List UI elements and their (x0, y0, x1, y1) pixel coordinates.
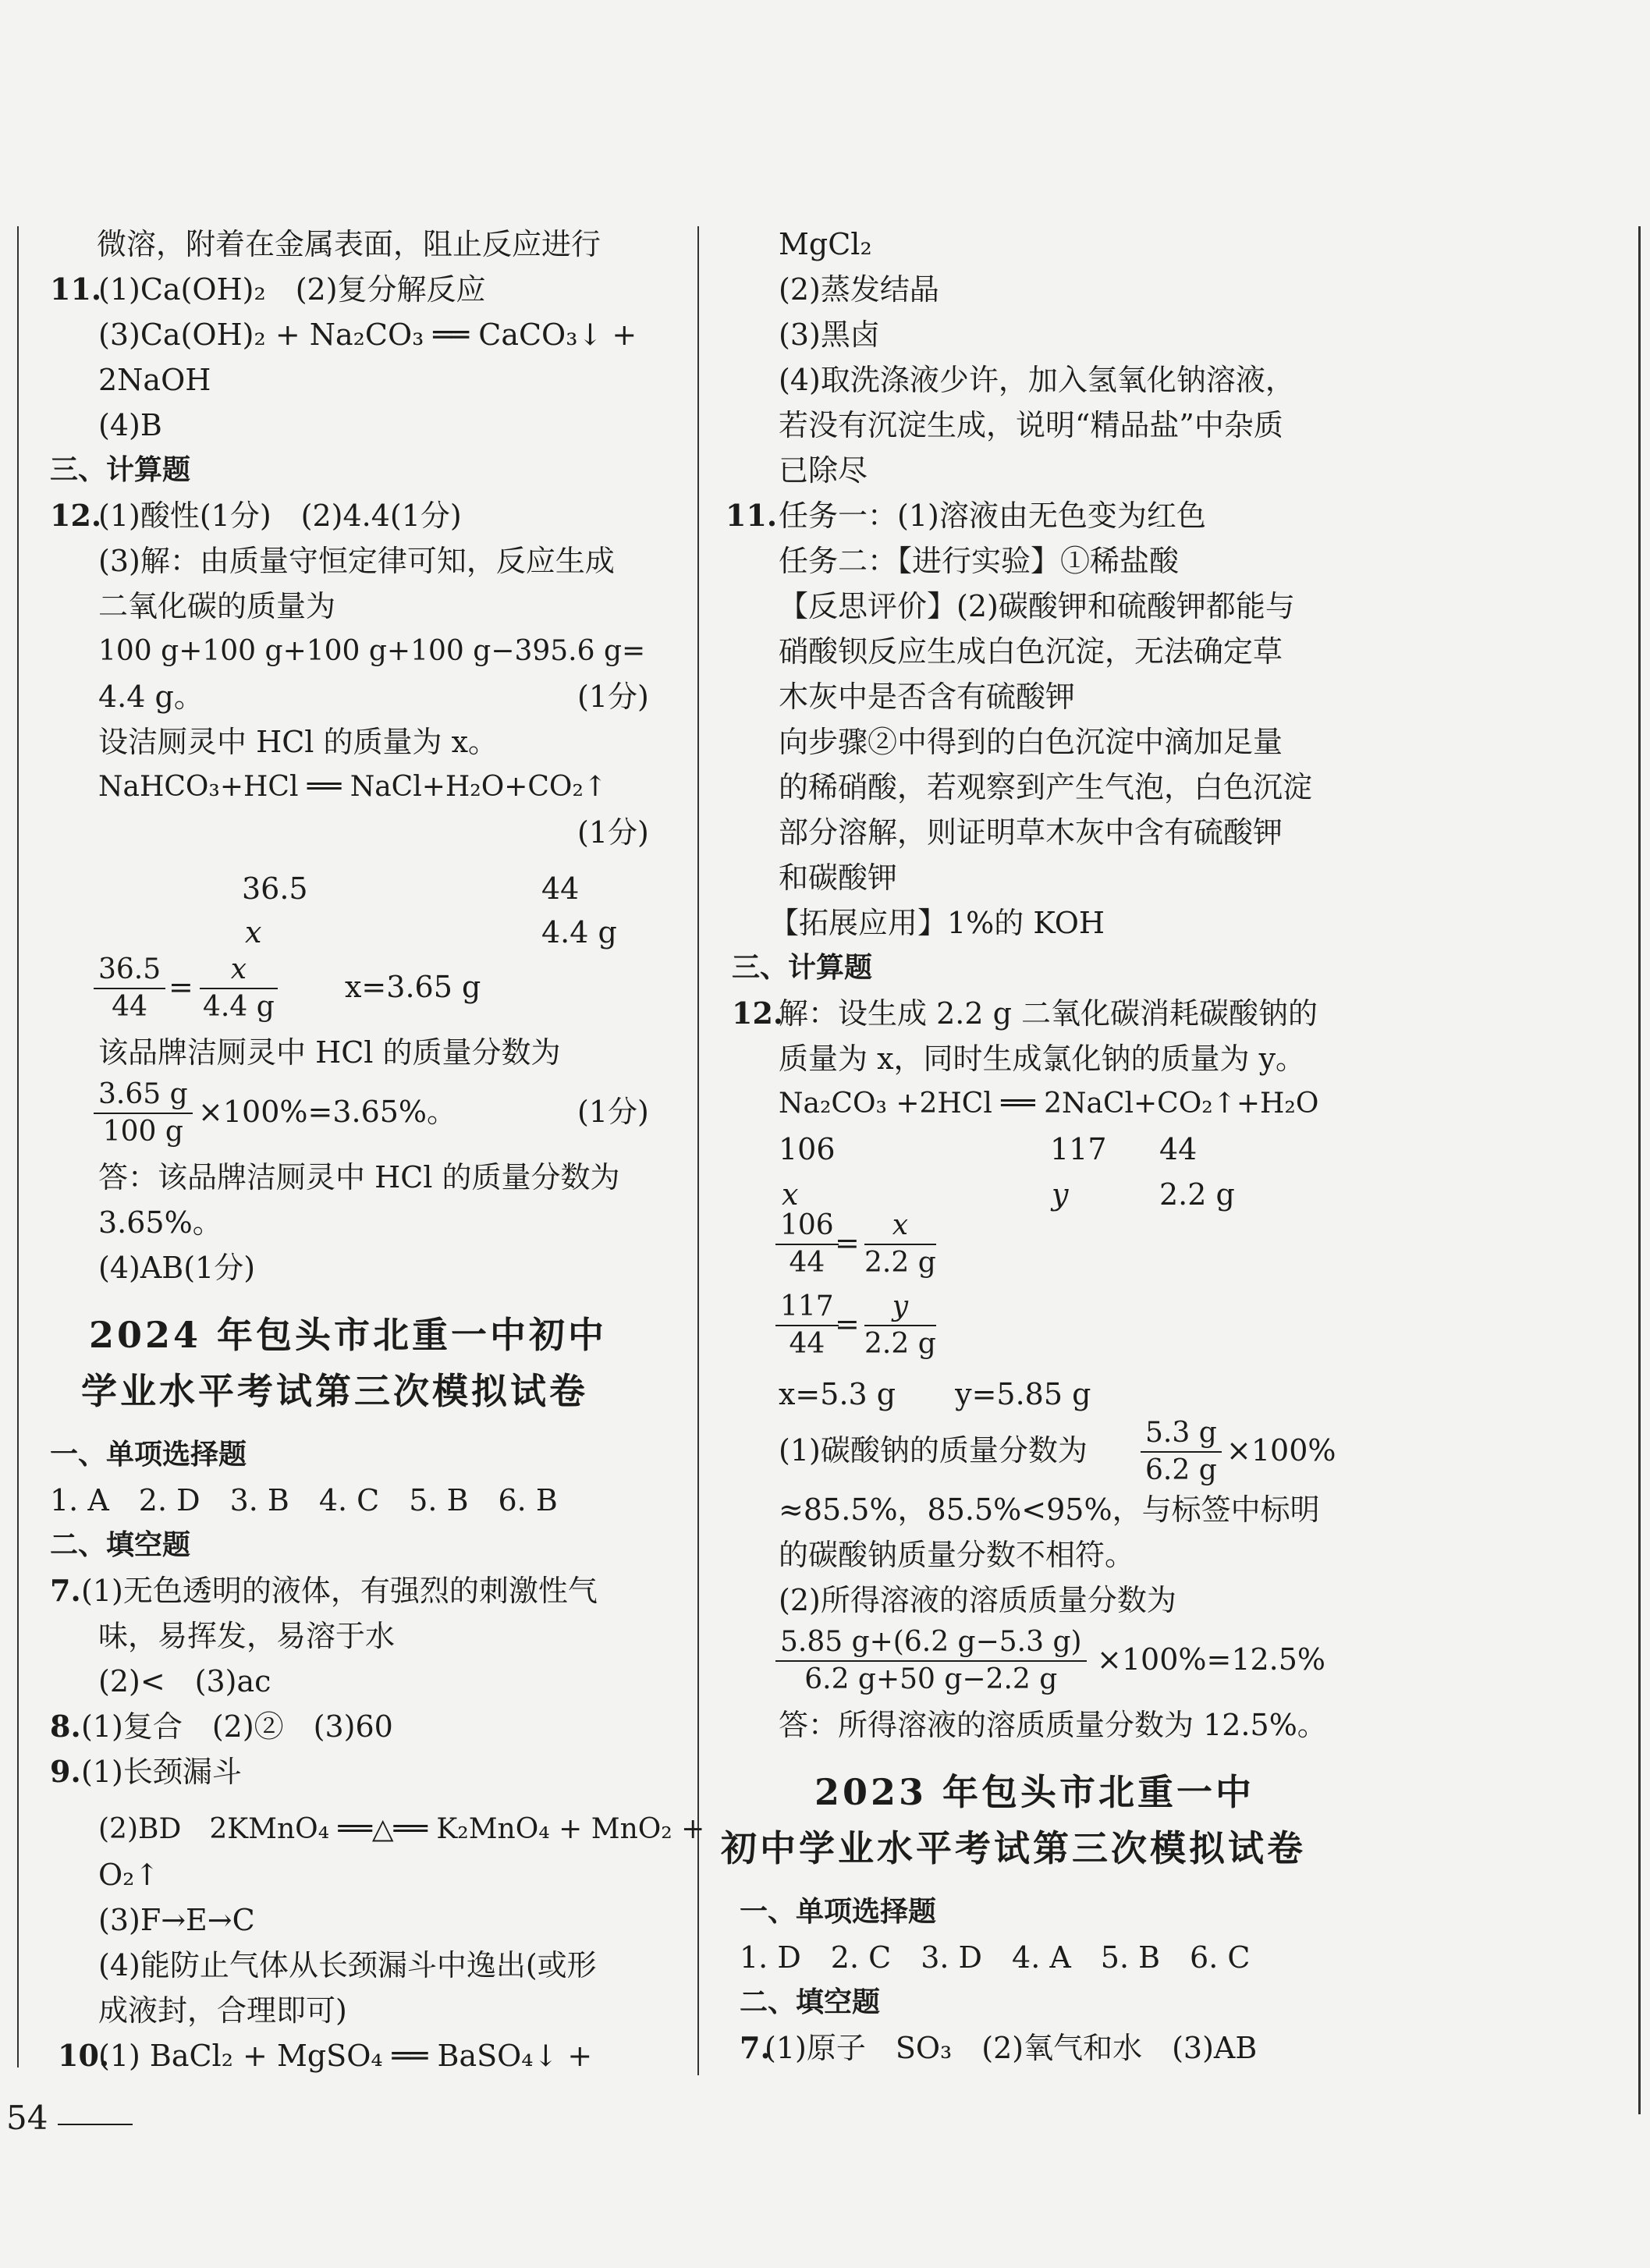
answer-line: 硝酸钡反应生成白色沉淀，无法确定草 (779, 634, 1283, 669)
section-title: 学业水平考试第三次模拟试卷 (81, 1370, 588, 1412)
fraction (198, 952, 279, 1025)
question-number: 12. (732, 996, 784, 1031)
text-line: 微溶，附着在金属表面，阻止反应进行 (97, 227, 601, 261)
answer-line: (3)F→E→C (98, 1903, 255, 1937)
equals-sign: = (835, 1226, 860, 1260)
equation-line: O₂↑ (98, 1858, 160, 1892)
page-number-rule (58, 2124, 133, 2125)
answer-line: (2)< (3)ac (98, 1664, 271, 1698)
ratio-value: 36.5 (242, 871, 308, 906)
answer-line: (2)所得溶液的溶质质量分数为 (779, 1583, 1176, 1617)
choice-answers: 1. D 2. C 3. D 4. A 5. B 6. C (740, 1940, 1251, 1975)
answer-line: (4)AB(1分) (98, 1251, 256, 1285)
section-title: 2023 年包头市北重一中 (814, 1771, 1255, 1813)
numerator: y (864, 1289, 936, 1326)
ratio-value: 44 (541, 871, 580, 906)
answer-line: 设洁厕灵中 HCl 的质量为 x。 (98, 725, 499, 759)
equation-line: Na₂CO₃ +2HCl ══ 2NaCl+CO₂↑+H₂O (779, 1088, 1319, 1120)
denominator: 6.2 g+50 g−2.2 g (804, 1663, 1058, 1695)
answer-line: (4)取洗涤液少许，加入氢氧化钠溶液， (779, 363, 1295, 397)
ratio-value: x (245, 915, 262, 949)
answer-line: 若没有沉淀生成，说明“精品盐”中杂质 (779, 408, 1283, 442)
section-heading: 三、计算题 (732, 952, 873, 984)
answer-line: (1)长颈漏斗 (81, 1755, 242, 1789)
section-heading: 三、计算题 (50, 454, 191, 486)
equation-line: 2NaOH (98, 363, 211, 397)
denominator: 44 (112, 991, 147, 1023)
answer-line: 解：设生成 2.2 g 二氧化碳消耗碳酸钠的 (779, 996, 1318, 1031)
answer-line: 质量为 x，同时生成氯化钠的质量为 y。 (779, 1042, 1306, 1076)
section-title: 2024 年包头市北重一中初中 (89, 1314, 608, 1356)
answer-line: 任务二：【进行实验】①稀盐酸 (779, 544, 1180, 578)
section-title: 初中学业水平考试第三次模拟试卷 (721, 1827, 1306, 1869)
ratio-value: 106 (779, 1132, 836, 1166)
answer-line: (1)原子 SO₃ (2)氧气和水 (3)AB (765, 2031, 1258, 2065)
answer-line: 答：该品牌洁厕灵中 HCl 的质量分数为 (98, 1160, 620, 1194)
numerator: x (200, 952, 278, 989)
answer-line: (4)能防止气体从长颈漏斗中逸出(或形 (98, 1948, 597, 1982)
numerator: 106 (775, 1208, 839, 1245)
ratio-value: 117 (1050, 1132, 1107, 1166)
text-line: MgCl₂ (779, 227, 872, 261)
ratio-value: y (1052, 1177, 1069, 1212)
answer-line: 二氧化碳的质量为 (98, 589, 336, 623)
score-note: (1分) (577, 815, 649, 850)
column-divider-left (17, 226, 19, 2067)
section-heading: 二、填空题 (50, 1529, 191, 1561)
numerator: 3.65 g (94, 1077, 193, 1114)
question-number: 12. (50, 498, 102, 533)
column-divider-right (1638, 226, 1641, 2114)
question-number: 10. (58, 2038, 110, 2073)
answer-line: 和碳酸钾 (779, 861, 898, 895)
question-number: 7. (50, 1573, 81, 1608)
answer-line: (1)碳酸钠的质量分数为 (779, 1433, 1088, 1468)
answer-line: 【反思评价】(2)碳酸钾和硫酸钾都能与 (779, 589, 1295, 623)
column-divider-middle (697, 226, 699, 2075)
answer-line: 【拓展应用】1%的 KOH (769, 906, 1105, 940)
question-number: 11. (726, 498, 778, 533)
answer-line: 木灰中是否含有硫酸钾 (779, 680, 1076, 714)
ratio-value: 44 (1159, 1132, 1198, 1166)
result: x=3.65 g (345, 970, 481, 1004)
equation-line: (1) BaCl₂ + MgSO₄ ══ BaSO₄↓ + (98, 2039, 593, 2073)
fraction (860, 1208, 941, 1281)
equation-line: (3)Ca(OH)₂ + Na₂CO₃ ══ CaCO₃↓ + (98, 318, 637, 352)
answer-line: (1)酸性(1分) (2)4.4(1分) (98, 499, 462, 533)
calc-line: ×100%=12.5% (1097, 1642, 1326, 1677)
fraction (860, 1289, 941, 1362)
answer-line: 任务一：(1)溶液由无色变为红色 (779, 499, 1206, 533)
denominator: 100 g (102, 1116, 183, 1148)
calc-line: ×100%=3.65%。 (198, 1095, 457, 1129)
answer-line: 的稀硝酸，若观察到产生气泡，白色沉淀 (779, 770, 1313, 804)
calc-line: 4.4 g。 (98, 680, 204, 714)
calc-line: ×100% (1226, 1433, 1336, 1468)
answer-line: ≈85.5%，85.5%<95%，与标签中标明 (779, 1492, 1320, 1527)
denominator: 2.2 g (864, 1247, 936, 1279)
fraction (775, 1208, 839, 1281)
result: x=5.3 g y=5.85 g (779, 1377, 1091, 1411)
answer-line: 该品牌洁厕灵中 HCl 的质量分数为 (98, 1035, 561, 1070)
calc-line: 100 g+100 g+100 g+100 g−395.6 g= (98, 635, 646, 667)
question-number: 9. (50, 1754, 81, 1789)
choice-answers: 1. A 2. D 3. B 4. C 5. B 6. B (50, 1483, 558, 1517)
section-heading: 一、单项选择题 (50, 1439, 247, 1471)
question-number: 7. (740, 2030, 771, 2065)
answer-line: (3)解：由质量守恒定律可知，反应生成 (98, 544, 615, 578)
numerator: 5.85 g+(6.2 g−5.3 g) (775, 1624, 1087, 1662)
answer-line: 成液封，合理即可) (98, 1993, 347, 2028)
denominator: 44 (789, 1247, 825, 1279)
ratio-value: 2.2 g (1159, 1177, 1235, 1212)
section-heading: 一、单项选择题 (740, 1896, 937, 1928)
score-note: (1分) (577, 1095, 649, 1129)
section-heading: 二、填空题 (740, 1986, 881, 2018)
fraction (1141, 1415, 1222, 1489)
denominator: 2.2 g (864, 1328, 936, 1360)
fraction (775, 1624, 1087, 1698)
answer-line: 向步骤②中得到的白色沉淀中滴加足量 (779, 725, 1283, 759)
answer-line: 3.65%。 (98, 1205, 222, 1240)
numerator: x (864, 1208, 936, 1245)
denominator: 4.4 g (203, 991, 275, 1023)
fraction (94, 1077, 193, 1150)
question-number: 8. (50, 1709, 81, 1744)
equation-line: NaHCO₃+HCl ══ NaCl+H₂O+CO₂↑ (98, 771, 608, 803)
answer-line: 的碳酸钠质量分数不相符。 (779, 1538, 1135, 1572)
fraction (775, 1289, 839, 1362)
answer-line: (1)Ca(OH)₂ (2)复分解反应 (98, 272, 486, 307)
score-note: (1分) (577, 680, 649, 714)
ratio-value: 4.4 g (541, 915, 617, 949)
denominator: 6.2 g (1145, 1454, 1217, 1486)
equals-sign: = (835, 1307, 860, 1341)
page-number: 54 (6, 2099, 48, 2137)
fraction (94, 952, 165, 1025)
equals-sign: = (169, 970, 193, 1004)
answer-line: 味，易挥发，易溶于水 (98, 1619, 396, 1653)
answer-line: (1)无色透明的液体，有强烈的刺激性气 (81, 1574, 598, 1608)
question-number: 11. (50, 272, 102, 307)
answer-line: (1)复合 (2)② (3)60 (81, 1709, 393, 1744)
answer-line: (2)蒸发结晶 (779, 272, 939, 307)
denominator: 44 (789, 1328, 825, 1360)
answer-line: 答：所得溶液的溶质质量分数为 12.5%。 (779, 1708, 1327, 1742)
ratio-value: x (782, 1177, 799, 1212)
answer-line: (4)B (98, 408, 162, 442)
numerator: 36.5 (94, 952, 165, 989)
numerator: 117 (775, 1289, 839, 1326)
equation-line: (2)BD 2KMnO₄ ══△══ K₂MnO₄ + MnO₂ + (98, 1813, 705, 1845)
answer-line: 部分溶解，则证明草木灰中含有硫酸钾 (779, 815, 1283, 850)
numerator: 5.3 g (1141, 1415, 1222, 1453)
answer-line: (3)黑卤 (779, 318, 880, 352)
answer-line: 已除尽 (779, 453, 868, 488)
